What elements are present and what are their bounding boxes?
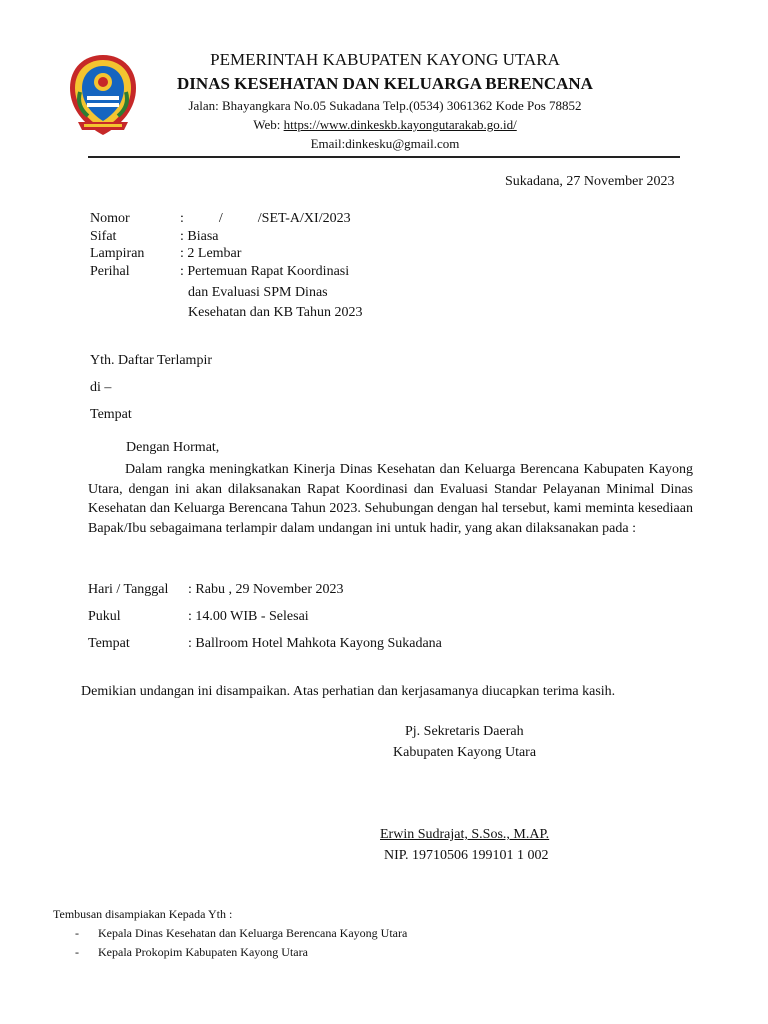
schedule-value-date: : Rabu , 29 November 2023	[188, 582, 344, 597]
body-text: Dalam rangka meningkatkan Kinerja Dinas Kesehatan dan Keluarga Berencana Kabupaten Kayong Utara, dengan ini akan dilaksanakan Rapat Koordinasi dan Evaluasi Standar Pelayanan Minimal Dinas Kesehatan dan Keluarga Berencana Tahun 2023. Sehubungan dengan hal tersebut, kami meminta kesediaan Bapak/Ibu sebagaimana terlampir dalam undangan ini untuk hadir, yang akan dilaksanakan pada :	[88, 462, 693, 536]
perihal-line-3: Kesehatan dan KB Tahun 2023	[188, 305, 363, 320]
place-date: Sukadana, 27 November 2023	[505, 174, 675, 189]
letterhead-government: PEMERINTAH KABUPATEN KAYONG UTARA	[210, 50, 560, 69]
body-paragraph	[88, 460, 693, 538]
tembusan-heading: Tembusan disampiakan Kepada Yth :	[53, 907, 233, 921]
recipient-line-1: Yth. Daftar Terlampir	[90, 353, 212, 368]
closing-sentence: Demikian undangan ini disampaikan. Atas perhatian dan kerjasamanya diucapkan terima kasih.	[81, 684, 616, 699]
letterhead-email: Email:dinkesku@gmail.com	[310, 136, 460, 151]
meta-label-lampiran: Lampiran	[90, 246, 145, 261]
tembusan-bullet-2: -	[75, 945, 79, 959]
greeting: Dengan Hormat,	[126, 440, 220, 455]
schedule-label-place: Tempat	[88, 636, 130, 651]
letterhead-web	[150, 117, 620, 133]
web-link[interactable]: https://www.dinkeskb.kayongutarakab.go.id/	[283, 117, 517, 132]
recipient-line-3: Tempat	[90, 407, 132, 422]
signature-title-2: Kabupaten Kayong Utara	[393, 745, 537, 760]
tembusan-item-1: Kepala Dinas Kesehatan dan Keluarga Berencana Kayong Utara	[98, 926, 408, 940]
letterhead-agency: DINAS KESEHATAN DAN KELUARGA BERENCANA	[177, 74, 593, 93]
meta-label-sifat: Sifat	[90, 229, 117, 244]
signatory-nip: NIP. 19710506 199101 1 002	[384, 848, 549, 863]
signatory-name: Erwin Sudrajat, S.Sos., M.AP.	[380, 827, 550, 842]
meta-value-perihal: : Pertemuan Rapat Koordinasi	[180, 264, 350, 279]
emblem-graphic	[66, 52, 140, 138]
tembusan-bullet-1: -	[75, 926, 79, 940]
schedule-label-time: Pukul	[88, 609, 121, 624]
perihal-line-2: dan Evaluasi SPM Dinas	[188, 285, 328, 300]
meta-label-perihal: Perihal	[90, 264, 130, 279]
meta-value-sifat: : Biasa	[180, 229, 219, 244]
schedule-label-date: Hari / Tanggal	[88, 582, 169, 597]
meta-value-nomor: : / /SET-A/XI/2023	[180, 211, 351, 226]
tembusan-item-2: Kepala Prokopim Kabupaten Kayong Utara	[98, 945, 308, 959]
recipient-line-2: di –	[90, 380, 112, 395]
signature-title-1: Pj. Sekretaris Daerah	[405, 724, 524, 739]
schedule-value-time: : 14.00 WIB - Selesai	[188, 609, 309, 624]
letterhead-divider	[88, 156, 680, 158]
meta-label-nomor: Nomor	[90, 211, 130, 226]
schedule-value-place: : Ballroom Hotel Mahkota Kayong Sukadana	[188, 636, 442, 651]
meta-value-lampiran: : 2 Lembar	[180, 246, 242, 261]
regency-emblem-logo	[66, 52, 140, 138]
web-label: Web:	[253, 117, 284, 132]
letterhead-address: Jalan: Bhayangkara No.05 Sukadana Telp.(0534) 3061362 Kode Pos 78852	[188, 98, 582, 113]
